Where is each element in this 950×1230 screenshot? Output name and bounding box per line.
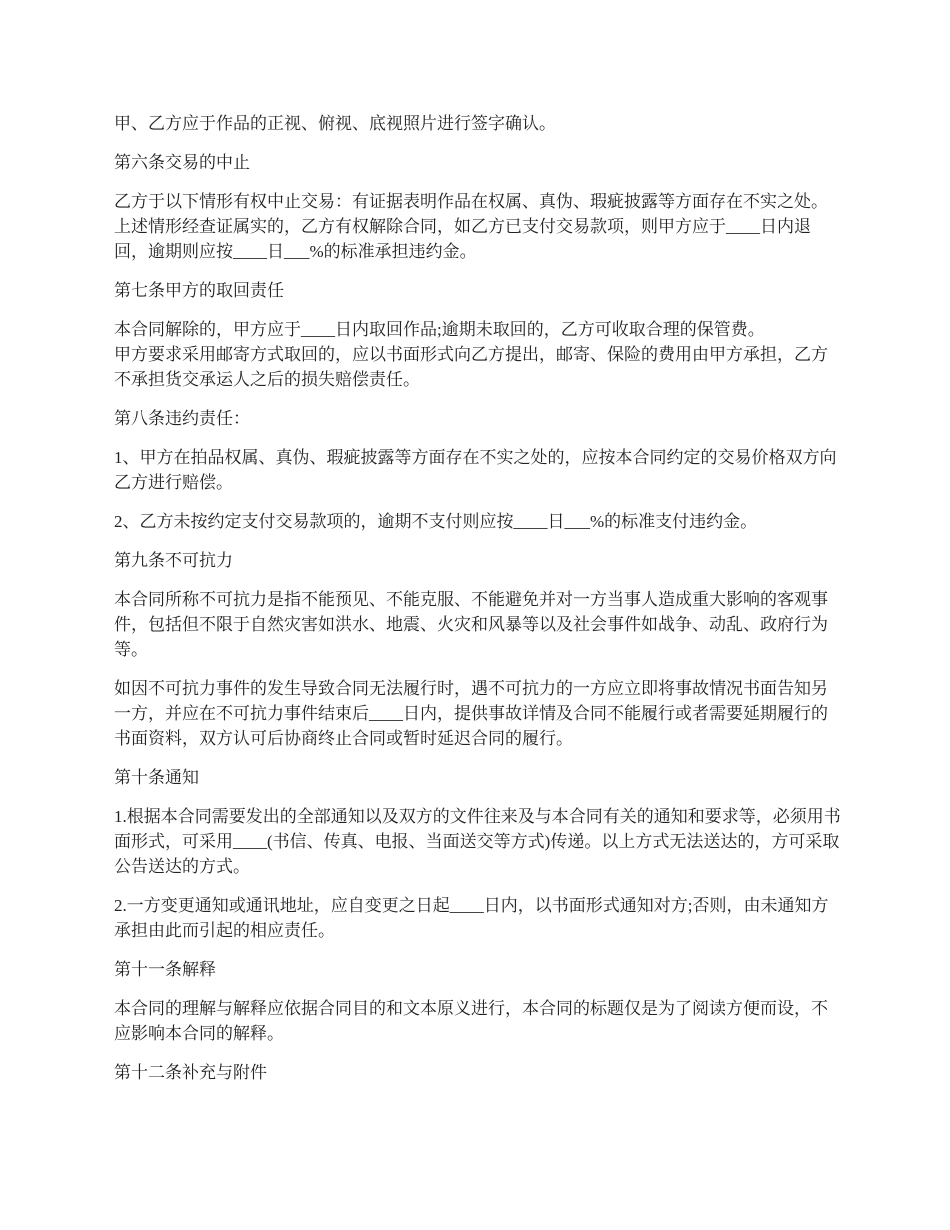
- paragraph: 本合同的理解与解释应依据合同目的和文本原义进行，本合同的标题仅是为了阅读方便而设，不应影响本合同的解释。: [114, 999, 828, 1043]
- section-heading: 第九条不可抗力: [114, 551, 233, 570]
- paragraph: 2、乙方未按约定支付交易款项的，逾期不支付则应按____日___%的标准支付违约金。: [114, 512, 758, 531]
- paragraph: 1、甲方在拍品权属、真伪、瑕疵披露等方面存在不实之处的，应按本合同约定的交易价格双方向乙方进行赔偿。: [114, 448, 837, 492]
- section-heading: 第十条通知: [114, 768, 199, 787]
- paragraph: 乙方于以下情形有权中止交易：有证据表明作品在权属、真伪、瑕疵披露等方面存在不实之处。上述情形经查证属实的，乙方有权解除合同，如乙方已支付交易款项，则甲方应于____日内退回，逾期则应按____日___%的标准承担违约金。: [114, 192, 828, 261]
- paragraph: 如因不可抗力事件的发生导致合同无法履行时，遇不可抗力的一方应立即将事故情况书面告知另一方，并应在不可抗力事件结束后____日内，提供事故详情及合同不能履行或者需要延期履行的书面资料，双方认可后协商终止合同或暂时延迟合同的履行。: [114, 679, 828, 748]
- document-page: [114, 111, 844, 1099]
- section-heading: 第六条交易的中止: [114, 153, 250, 172]
- paragraph: 1.根据本合同需要发出的全部通知以及双方的文件往来及与本合同有关的通知和要求等，必须用书面形式，可采用____(书信、传真、电报、当面送交等方式)传递。以上方式无法送达的，方可采取公告送达的方式。: [114, 807, 841, 876]
- paragraph: 本合同所称不可抗力是指不能预见、不能克服、不能避免并对一方当事人造成重大影响的客观事件，包括但不限于自然灾害如洪水、地震、火灾和风暴等以及社会事件如战争、动乱、政府行为等。: [114, 590, 828, 659]
- section-heading: 第八条违约责任：: [114, 409, 250, 428]
- paragraph: 甲、乙方应于作品的正视、俯视、底视照片进行签字确认。: [114, 114, 556, 133]
- section-heading: 第七条甲方的取回责任: [114, 281, 284, 300]
- section-heading: 第十二条补充与附件: [114, 1063, 267, 1082]
- paragraph: 本合同解除的，甲方应于____日内取回作品;逾期未取回的，乙方可收取合理的保管费。 甲方要求采用邮寄方式取回的，应以书面形式向乙方提出，邮寄、保险的费用由甲方承担，乙方不承担货交承运人之后的损失赔偿责任。: [114, 320, 828, 389]
- section-heading: 第十一条解释: [114, 960, 216, 979]
- paragraph: 2.一方变更通知或通讯地址，应自变更之日起____日内，以书面形式通知对方;否则，由未通知方承担由此而引起的相应责任。: [114, 896, 829, 940]
